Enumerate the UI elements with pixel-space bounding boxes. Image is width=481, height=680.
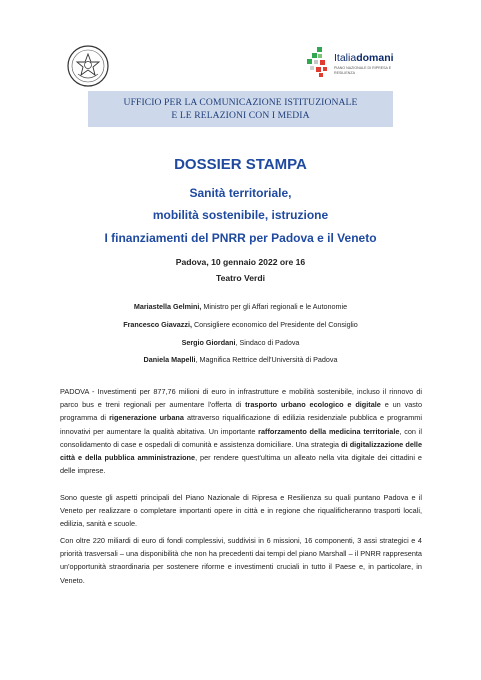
subtitle-line-2: mobilità sostenibile, istruzione [152, 208, 329, 222]
speaker-line [0, 338, 481, 347]
logo-subtitle: PIANO NAZIONALE DI RIPRESA E RESILIENZA [334, 66, 392, 75]
speaker-name: Mariastella Gelmini, [133, 302, 202, 311]
event-venue: Teatro Verdi [215, 273, 266, 283]
speaker-line [0, 320, 481, 329]
logo-wordmark: Italiadomani [334, 52, 394, 64]
subtitle-line-3: I finanziamenti del PNRR per Padova e il Veneto [104, 231, 377, 245]
office-line-2: E LE RELAZIONI CON I MEDIA [171, 110, 310, 121]
speaker-role: Ministro per gli Affari regionali e le Autonomie [201, 302, 348, 311]
speaker-line [0, 355, 481, 364]
italiadomani-logo [304, 43, 416, 83]
speaker-role: Consigliere economico del Presidente del Consiglio [191, 320, 358, 329]
body-paragraph-2: Sono queste gli aspetti principali del Piano Nazionale di Ripresa e Resilienza su quali puntano Padova e il Veneto per realizzare o completare importanti opere in città e in regione che riqualificheranno trasporti locali, edilizia, sanità e scuole. [60, 493, 422, 529]
italiadomani-mark-icon [304, 45, 334, 79]
office-line-1: UFFICIO PER LA COMUNICAZIONE ISTITUZIONALE [123, 97, 358, 108]
body-paragraph-1: PADOVA - Investimenti per 877,76 milioni di euro in infrastrutture e mobilità sostenibile, incluso il rinnovo di parco bus e treni regionali per aumentare l'offerta di trasporto urbano ecologico e digitale e un vasto programma di rigenerazione urbana attraverso riqualificazione di edilizia residenziale pubblica e programmi innovativi per aumentare la qualità abitativa. Un importante rafforzamento della medicina territoriale, con il consolidamento di case e ospedali di comunità e assistenza domiciliare. Una strategia di digitalizzazione delle città e della pubblica amministrazione, per rendere quest'ultima un alleato nella vita digitale dei cittadini e delle imprese. [60, 387, 423, 476]
office-banner [88, 91, 393, 127]
speaker-name: Daniela Mapelli [143, 355, 196, 364]
speaker-role: , Sindaco di Padova [235, 338, 300, 347]
italian-republic-emblem-icon [66, 44, 110, 88]
body-paragraph-3: Con oltre 220 miliardi di euro di fondi complessivi, suddivisi in 6 missioni, 16 componenti, 3 assi strategici e 4 priorità trasversali – una disponibilità che non ha precedenti dai tempi del piano Marshall – il PNRR rappresenta un'opportunità straordinaria per sostenere riforme e investimenti cruciali in tutto il Paese e, in particolare, in Veneto. [60, 536, 422, 585]
event-date: Padova, 10 gennaio 2022 ore 16 [175, 257, 306, 267]
subtitle-line-1: Sanità territoriale, [189, 186, 292, 200]
speaker-line [0, 302, 481, 311]
speaker-name: Sergio Giordani [181, 338, 236, 347]
document-title: DOSSIER STAMPA [174, 156, 307, 173]
speaker-name: Francesco Giavazzi, [123, 320, 192, 329]
speaker-role: , Magnifica Rettrice dell'Università di Padova [195, 355, 338, 364]
